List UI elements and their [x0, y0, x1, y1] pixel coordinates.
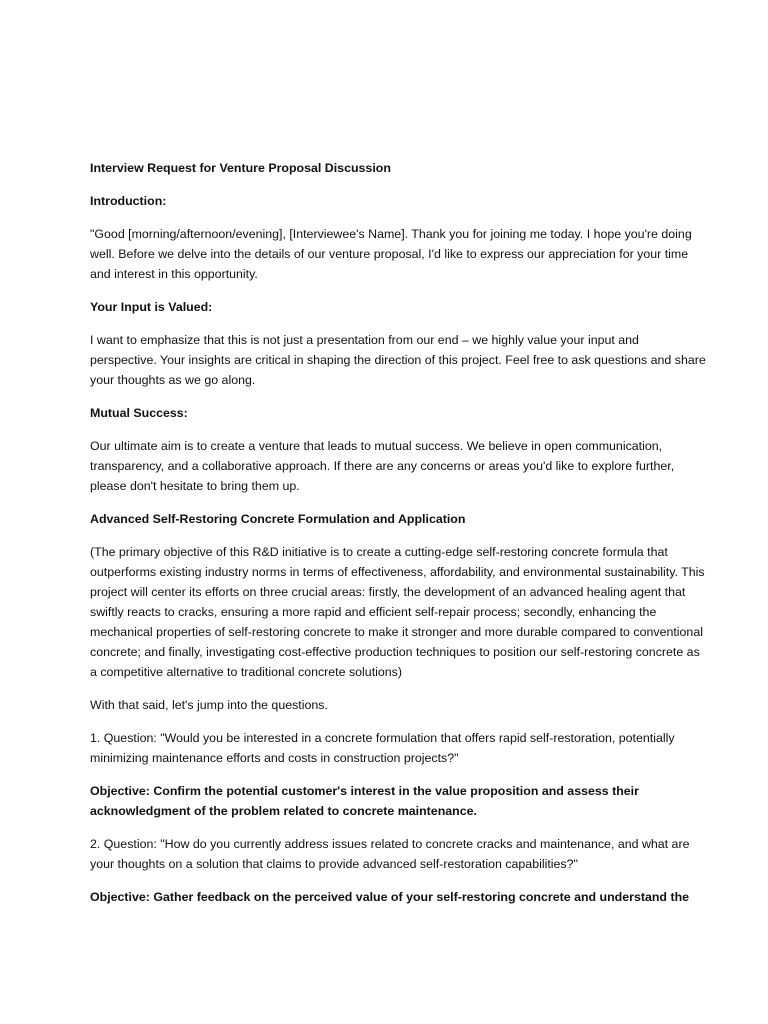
project-heading: Advanced Self-Restoring Concrete Formulation and Application: [90, 512, 466, 526]
mutual-success-paragraph: Our ultimate aim is to create a venture that leads to mutual success. We believe in open communication, transparency, and a collaborative approach. If there are any concerns or areas you'd like to explore further, please don't hesitate to bring them up.: [90, 439, 675, 493]
project-description-paragraph: (The primary objective of this R&D initiative is to create a cutting-edge self-restoring concrete formula that outperforms existing industry norms in terms of effectiveness, affordability, and environmental sustainability. This project will center its efforts on three crucial areas: firstly, the development of an advanced healing agent that swiftly reacts to cracks, ensuring a more rapid and efficient self-repair process; secondly, enhancing the mechanical properties of self-restoring concrete to make it stronger and more durable compared to conventional concrete; and finally, investigating cost-effective production techniques to position our self-restoring concrete as a competitive alternative to traditional concrete solutions): [90, 545, 705, 679]
question-2: 2. Question: "How do you currently address issues related to concrete cracks and maintenance, and what are your thoughts on a solution that claims to provide advanced self-restoration capabilities?": [90, 837, 690, 871]
introduction-heading: Introduction:: [90, 194, 167, 208]
mutual-success-heading: Mutual Success:: [90, 406, 188, 420]
question-1: 1. Question: "Would you be interested in a concrete formulation that offers rapid self-restoration, potentially minimizing maintenance efforts and costs in construction projects?": [90, 731, 675, 765]
document-title: Interview Request for Venture Proposal Discussion: [90, 161, 391, 175]
transition-paragraph: With that said, let's jump into the questions.: [90, 698, 328, 712]
input-valued-heading: Your Input is Valued:: [90, 300, 213, 314]
input-valued-paragraph: I want to emphasize that this is not just a presentation from our end – we highly value your input and perspective. Your insights are critical in shaping the direction of this project. Feel free to ask questions and share your thoughts as we go along.: [90, 333, 706, 387]
objective-1: Objective: Confirm the potential customer's interest in the value proposition and assess their acknowledgment of the problem related to concrete maintenance.: [90, 784, 639, 818]
objective-2: Objective: Gather feedback on the perceived value of your self-restoring concrete and understand the: [90, 890, 690, 904]
introduction-paragraph: "Good [morning/afternoon/evening], [Interviewee's Name]. Thank you for joining me today. I hope you're doing well. Before we delve into the details of our venture proposal, I'd like to express our appreciation for your time and interest in this opportunity.: [90, 227, 692, 281]
